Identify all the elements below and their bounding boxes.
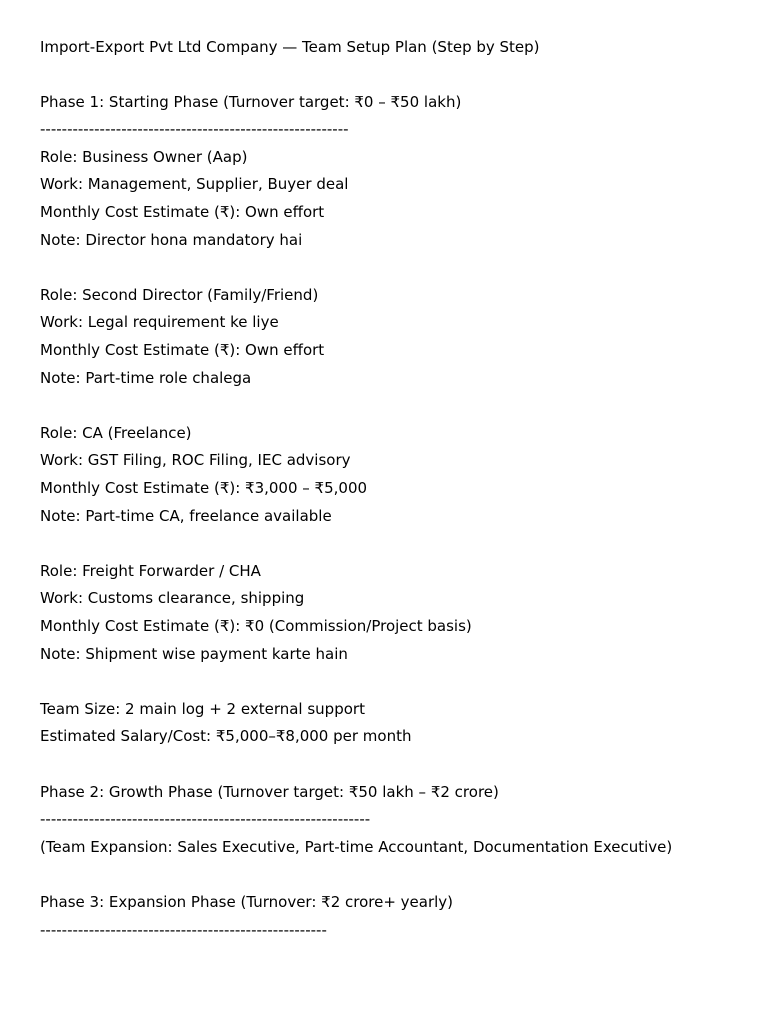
spacer	[40, 392, 760, 420]
role-second-director-work: Work: Legal requirement ke liye	[40, 313, 279, 332]
phase3-heading: Phase 3: Expansion Phase (Turnover: ₹2 crore+ yearly)	[40, 892, 454, 911]
phase3-rule: -----------------------------------------------------	[40, 920, 327, 939]
spacer	[40, 861, 760, 889]
spacer	[40, 61, 760, 89]
role-second-director-cost: Monthly Cost Estimate (₹): Own effort	[40, 341, 325, 360]
spacer	[40, 668, 760, 696]
role-owner: Role: Business Owner (Aap)	[40, 147, 248, 166]
role-freight-cost: Monthly Cost Estimate (₹): ₹0 (Commission/Project basis)	[40, 616, 472, 635]
role-freight: Role: Freight Forwarder / CHA	[40, 561, 261, 580]
spacer	[40, 254, 760, 282]
phase2-rule: -------------------------------------------------------------	[40, 810, 371, 829]
phase2-expansion: (Team Expansion: Sales Executive, Part-time Accountant, Documentation Executive)	[40, 837, 673, 856]
role-owner-note: Note: Director hona mandatory hai	[40, 230, 303, 249]
spacer	[40, 530, 760, 558]
role-ca-work: Work: GST Filing, ROC Filing, IEC advisory	[40, 451, 351, 470]
role-owner-cost: Monthly Cost Estimate (₹): Own effort	[40, 203, 325, 222]
role-ca-cost: Monthly Cost Estimate (₹): ₹3,000 – ₹5,000	[40, 479, 368, 497]
document-body	[40, 34, 760, 945]
role-freight-note: Note: Shipment wise payment karte hain	[40, 644, 348, 663]
spacer	[40, 751, 760, 779]
phase1-heading: Phase 1: Starting Phase (Turnover target: ₹0 – ₹50 lakh)	[40, 92, 462, 111]
document-title: Import-Export Pvt Ltd Company — Team Setup Plan (Step by Step)	[40, 37, 540, 56]
role-ca: Role: CA (Freelance)	[40, 423, 192, 442]
role-owner-work: Work: Management, Supplier, Buyer deal	[40, 175, 349, 194]
team-size: Team Size: 2 main log + 2 external support	[40, 699, 365, 718]
estimated-cost: Estimated Salary/Cost: ₹5,000–₹8,000 per month	[40, 727, 412, 746]
phase1-rule: ---------------------------------------------------------	[40, 120, 349, 139]
phase2-heading: Phase 2: Growth Phase (Turnover target: ₹50 lakh – ₹2 crore)	[40, 782, 499, 801]
role-ca-note: Note: Part-time CA, freelance available	[40, 506, 332, 525]
role-second-director: Role: Second Director (Family/Friend)	[40, 285, 319, 304]
role-freight-work: Work: Customs clearance, shipping	[40, 589, 305, 608]
role-second-director-note: Note: Part-time role chalega	[40, 368, 252, 387]
